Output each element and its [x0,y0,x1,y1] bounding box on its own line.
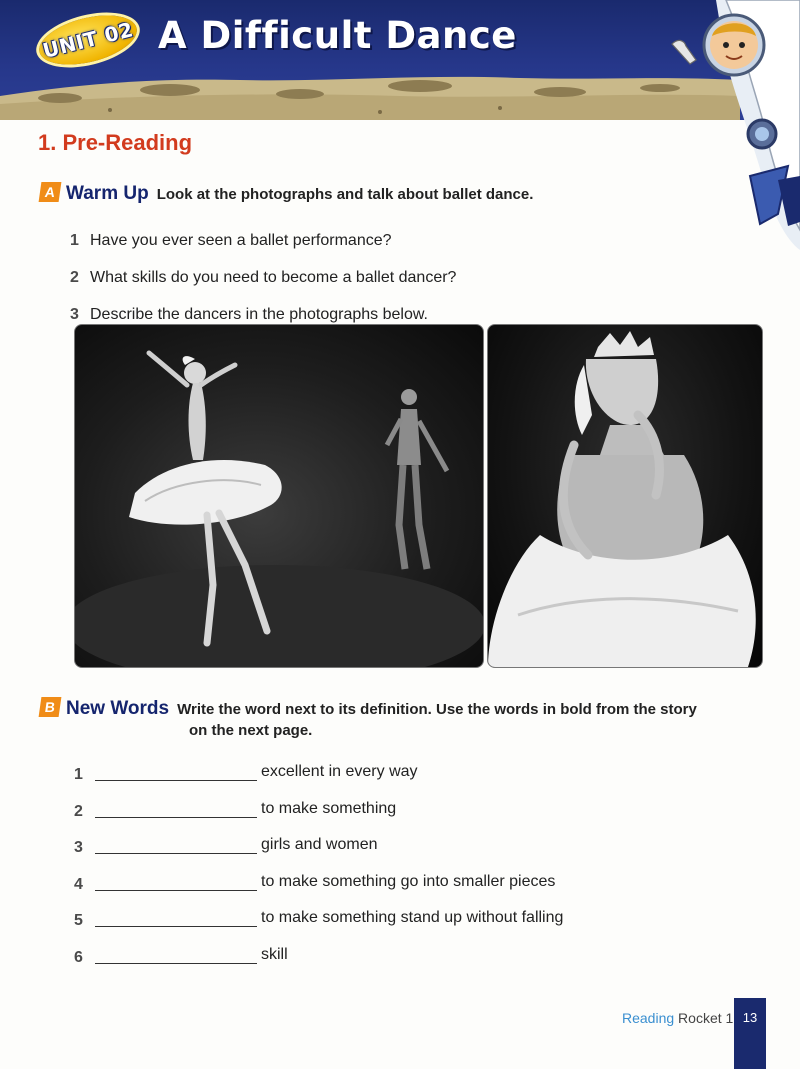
warm-up-instruction: Look at the photographs and talk about ballet dance. [156,186,534,203]
question-text: Describe the dancers in the photographs below. [90,306,428,323]
new-words-title: New Words [66,698,170,719]
answer-blank[interactable] [95,853,257,854]
astronaut-mascot-icon [666,0,800,250]
new-words-instruction-line1: Write the word next to its definition. Use the words in bold from the story [177,701,697,718]
question-number: 2 [70,269,79,286]
definition-text: to make something [261,799,397,817]
definition-text: excellent in every way [261,763,418,780]
list-item [70,222,456,259]
series-title [622,1010,733,1026]
item-number: 6 [74,948,83,966]
definition-text: skill [261,945,288,963]
definition-text: girls and women [261,836,378,854]
series-word-rocket: Rocket 1 [678,1010,734,1026]
question-text: What skills do you need to become a ballet dancer? [90,269,457,286]
question-text: Have you ever seen a ballet performance? [90,232,392,249]
definition-text: to make something go into smaller pieces [261,872,556,890]
page-number: 13 [742,1010,758,1025]
warm-up-title: Warm Up [66,183,149,204]
new-words-heading [40,697,780,739]
list-item [70,259,456,296]
series-word-reading: Reading [622,1010,675,1026]
answer-blank[interactable] [95,780,257,781]
answer-blank[interactable] [95,890,257,891]
part-a-letter: A [39,182,62,202]
page-number-tab [734,998,766,1069]
question-number: 3 [70,306,79,323]
part-b-letter: B [39,697,62,717]
section-title: 1. Pre-Reading [38,130,193,155]
definition-text: to make something stand up without falling [261,909,564,927]
item-number: 3 [74,839,83,857]
answer-blank[interactable] [95,926,257,927]
item-number: 5 [74,912,83,930]
ballet-photo-dancer-closeup [487,324,763,668]
warm-up-questions [70,222,456,333]
unit-label: UNIT 02 [40,17,136,63]
warm-up-heading [40,182,533,205]
answer-blank[interactable] [95,963,257,964]
item-number: 1 [74,766,83,783]
unit-title: A Difficult Dance [158,14,517,57]
item-number: 4 [74,875,83,893]
new-words-instruction-line2: on the next page. [189,722,313,739]
question-number: 1 [70,232,79,249]
answer-blank[interactable] [95,817,257,818]
ballet-photo-swan-lake-stage [74,324,484,668]
item-number: 2 [74,802,83,820]
